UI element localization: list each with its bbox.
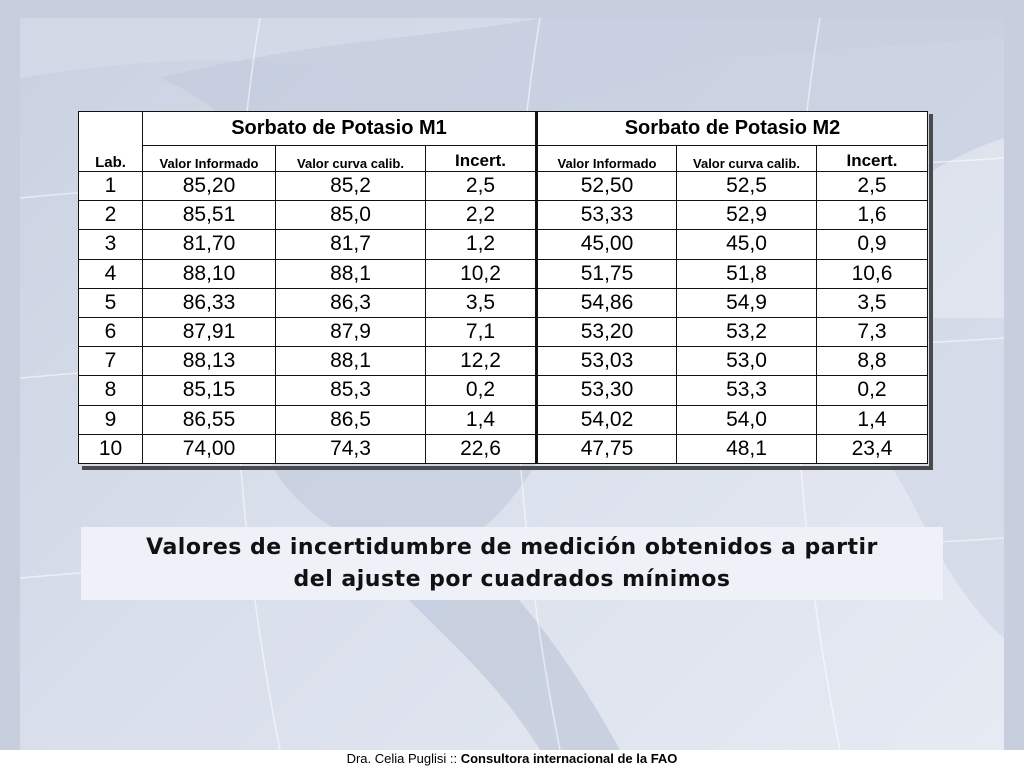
m1-reported-cell: 81,70 [143,230,276,259]
m1-uncertainty-cell: 2,5 [426,172,537,201]
m2-uncertainty-cell: 8,8 [817,347,928,376]
table-row [79,259,928,288]
group-header-row [79,112,928,146]
m1-uncertainty-cell: 1,2 [426,230,537,259]
m1-reported-cell: 85,51 [143,201,276,230]
m1-calib-cell: 85,2 [276,172,426,201]
m1-reported-header: Valor Informado [143,146,276,172]
m1-calib-cell: 85,3 [276,376,426,405]
table-row [79,405,928,434]
m2-calib-cell: 53,2 [677,317,817,346]
m2-reported-cell: 54,02 [537,405,677,434]
m1-reported-cell: 86,33 [143,288,276,317]
m2-calib-cell: 53,0 [677,347,817,376]
m2-calib-cell: 48,1 [677,434,817,463]
group-header-m2: Sorbato de Potasio M2 [537,112,928,146]
uncertainty-table [78,111,928,464]
table-body [79,172,928,464]
table-row [79,317,928,346]
m1-reported-cell: 86,55 [143,405,276,434]
m1-reported-cell: 74,00 [143,434,276,463]
lab-cell: 10 [79,434,143,463]
lab-cell: 5 [79,288,143,317]
m1-reported-cell: 88,13 [143,347,276,376]
lab-cell: 4 [79,259,143,288]
lab-header: Lab. [79,146,143,172]
m2-reported-cell: 53,30 [537,376,677,405]
m1-uncertainty-cell: 10,2 [426,259,537,288]
m1-calib-cell: 85,0 [276,201,426,230]
m2-uncertainty-cell: 3,5 [817,288,928,317]
m2-uncertainty-cell: 2,5 [817,172,928,201]
m2-uncertainty-cell: 23,4 [817,434,928,463]
m1-calib-cell: 81,7 [276,230,426,259]
table-row [79,201,928,230]
m2-reported-cell: 53,33 [537,201,677,230]
m2-calib-cell: 54,0 [677,405,817,434]
m1-uncertainty-cell: 12,2 [426,347,537,376]
m2-reported-cell: 47,75 [537,434,677,463]
table-row [79,347,928,376]
table-shadow-right [929,114,933,469]
m2-uncertainty-cell: 1,4 [817,405,928,434]
m1-reported-cell: 85,15 [143,376,276,405]
m2-uncertainty-cell: 1,6 [817,201,928,230]
m1-uncertainty-cell: 3,5 [426,288,537,317]
m2-reported-cell: 51,75 [537,259,677,288]
m2-calib-cell: 54,9 [677,288,817,317]
caption-banner [81,527,943,600]
table-row [79,288,928,317]
m1-uncertainty-cell: 22,6 [426,434,537,463]
m2-calib-cell: 51,8 [677,259,817,288]
m1-calib-header: Valor curva calib. [276,146,426,172]
m1-calib-cell: 88,1 [276,259,426,288]
m2-reported-cell: 53,03 [537,347,677,376]
m1-calib-cell: 86,3 [276,288,426,317]
table-row [79,434,928,463]
m2-calib-cell: 53,3 [677,376,817,405]
m2-reported-cell: 45,00 [537,230,677,259]
lab-cell: 3 [79,230,143,259]
m1-uncertainty-cell: 1,4 [426,405,537,434]
m2-calib-cell: 52,9 [677,201,817,230]
m1-uncertainty-cell: 0,2 [426,376,537,405]
m2-uncertainty-cell: 0,9 [817,230,928,259]
lab-cell: 9 [79,405,143,434]
m1-calib-cell: 88,1 [276,347,426,376]
lab-cell: 6 [79,317,143,346]
m1-uncertainty-cell: 2,2 [426,201,537,230]
column-header-row [79,146,928,172]
m1-calib-cell: 86,5 [276,405,426,434]
m1-calib-cell: 74,3 [276,434,426,463]
m2-uncertainty-cell: 7,3 [817,317,928,346]
m2-reported-cell: 54,86 [537,288,677,317]
uncertainty-table-wrapper [78,111,928,464]
table-row [79,376,928,405]
footer-role: Consultora internacional de la FAO [460,751,678,766]
caption-line-1: Valores de incertidumbre de medición obtenidos a partir [146,534,878,560]
m2-uncertainty-cell: 0,2 [817,376,928,405]
table-row [79,230,928,259]
m1-reported-cell: 85,20 [143,172,276,201]
group-header-m1: Sorbato de Potasio M1 [143,112,537,146]
lab-cell: 1 [79,172,143,201]
m2-calib-header: Valor curva calib. [677,146,817,172]
m2-reported-cell: 52,50 [537,172,677,201]
m2-uncertainty-cell: 10,6 [817,259,928,288]
m2-reported-header: Valor Informado [537,146,677,172]
caption-line-2: del ajuste por cuadrados mínimos [293,566,731,592]
m1-reported-cell: 87,91 [143,317,276,346]
table-row [79,172,928,201]
m1-calib-cell: 87,9 [276,317,426,346]
m2-reported-cell: 53,20 [537,317,677,346]
corner-cell [79,112,143,146]
caption-text [146,532,878,596]
footer [0,750,1024,768]
m1-reported-cell: 88,10 [143,259,276,288]
m1-uncertainty-header: Incert. [426,146,537,172]
footer-author: Dra. Celia Puglisi :: [346,751,461,766]
m2-calib-cell: 52,5 [677,172,817,201]
m2-uncertainty-header: Incert. [817,146,928,172]
lab-cell: 7 [79,347,143,376]
m1-uncertainty-cell: 7,1 [426,317,537,346]
lab-cell: 2 [79,201,143,230]
lab-cell: 8 [79,376,143,405]
m2-calib-cell: 45,0 [677,230,817,259]
table-shadow-bottom [82,466,933,470]
